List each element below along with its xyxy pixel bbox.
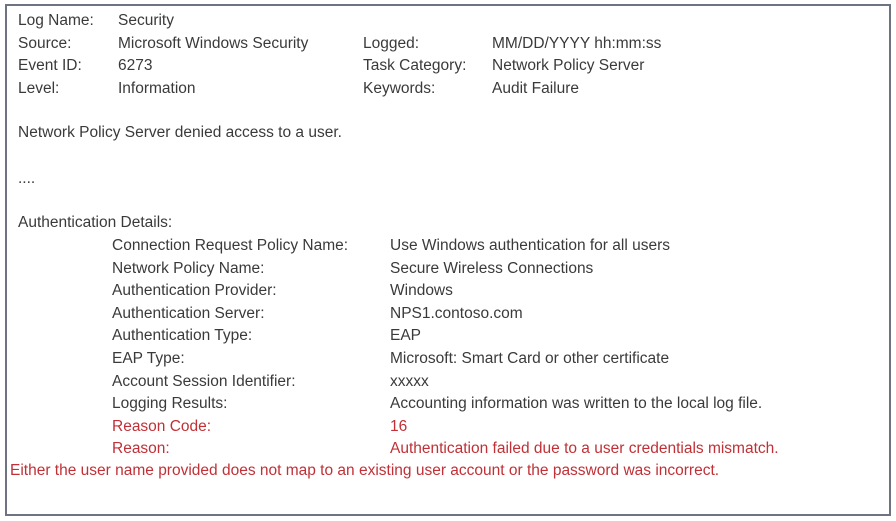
- detail-label: Network Policy Name:: [112, 259, 265, 277]
- detail-value: NPS1.contoso.com: [390, 304, 523, 322]
- task-category-label: Task Category:: [363, 57, 467, 75]
- detail-row-eap-type: [112, 348, 888, 371]
- source-value: Microsoft Windows Security: [118, 34, 309, 52]
- level-label: Level:: [18, 80, 60, 98]
- detail-value: xxxxx: [390, 372, 429, 390]
- reason-code-value: 16: [390, 417, 408, 435]
- event-id-label: Event ID:: [18, 57, 82, 75]
- detail-label: Account Session Identifier:: [112, 372, 296, 390]
- detail-value: Windows: [390, 282, 453, 300]
- authentication-details-list: [112, 235, 888, 461]
- event-id-value: 6273: [118, 57, 153, 75]
- detail-label: Authentication Provider:: [112, 282, 277, 300]
- header-row-eventid-taskcategory: [18, 55, 884, 78]
- detail-label: Authentication Type:: [112, 327, 253, 345]
- logged-label: Logged:: [363, 34, 420, 52]
- event-header: [18, 10, 884, 101]
- header-spacer: [363, 10, 492, 33]
- detail-value: EAP: [390, 327, 422, 345]
- logged-value: MM/DD/YYYY hh:mm:ss: [492, 34, 662, 52]
- keywords-value: Audit Failure: [492, 80, 580, 98]
- log-name-value: Security: [118, 12, 174, 29]
- detail-row-reason: [112, 438, 888, 461]
- log-name-label: Log Name:: [18, 12, 94, 29]
- event-description: Network Policy Server denied access to a user.: [18, 124, 342, 141]
- reason-label: Reason:: [112, 440, 170, 458]
- detail-row-reason-code: [112, 416, 888, 439]
- source-label: Source:: [18, 34, 72, 52]
- detail-value: Accounting information was written to the local log file.: [390, 395, 763, 413]
- detail-row-authentication-provider: [112, 280, 888, 303]
- header-row-log-name: [18, 10, 884, 33]
- detail-label: Connection Request Policy Name:: [112, 237, 349, 254]
- detail-value: Microsoft: Smart Card or other certificate: [390, 349, 670, 367]
- reason-code-label: Reason Code:: [112, 417, 212, 435]
- detail-row-authentication-type: [112, 325, 888, 348]
- header-spacer: [492, 10, 884, 33]
- keywords-label: Keywords:: [363, 80, 436, 98]
- detail-row-logging-results: [112, 393, 888, 416]
- omitted-content-ellipsis: ....: [18, 170, 36, 187]
- header-row-level-keywords: [18, 78, 884, 101]
- detail-label: EAP Type:: [112, 349, 185, 367]
- authentication-details-heading: Authentication Details:: [18, 214, 173, 231]
- reason-value: Authentication failed due to a user credentials mismatch.: [390, 440, 779, 458]
- detail-value: Secure Wireless Connections: [390, 259, 594, 277]
- detail-row-authentication-server: [112, 303, 888, 326]
- detail-label: Logging Results:: [112, 395, 228, 413]
- credentials-mismatch-note: Either the user name provided does not map to an existing user account or the password was incorrect.: [10, 462, 720, 479]
- task-category-value: Network Policy Server: [492, 57, 645, 75]
- detail-row-account-session-identifier: [112, 371, 888, 394]
- detail-value: Use Windows authentication for all users: [390, 237, 670, 254]
- detail-label: Authentication Server:: [112, 304, 265, 322]
- header-row-source-logged: [18, 33, 884, 56]
- detail-row-network-policy-name: [112, 258, 888, 281]
- detail-row-connection-request-policy: [112, 235, 888, 258]
- level-value: Information: [118, 80, 196, 98]
